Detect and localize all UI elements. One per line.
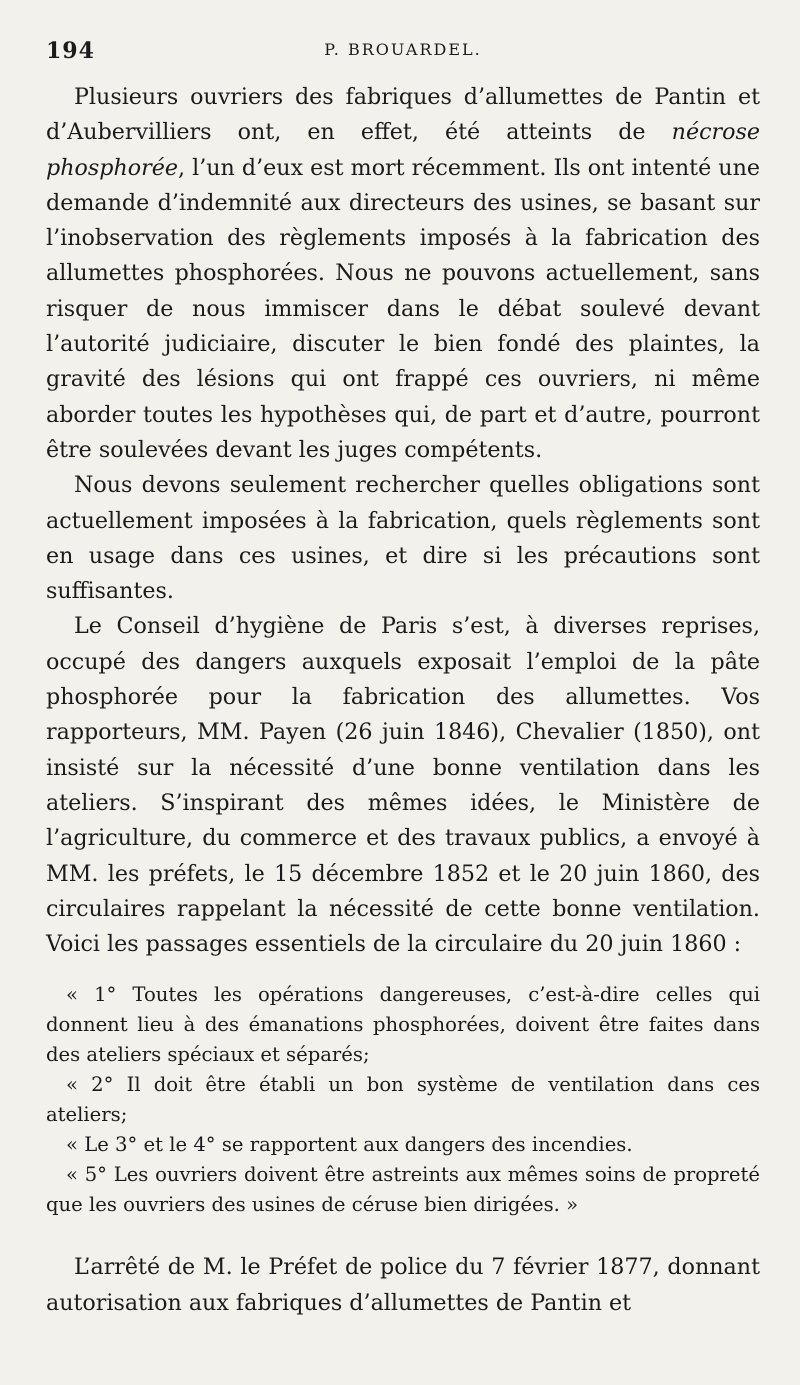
quote-item-2: « 2° Il doit être établi un bon système de ventilation dans ces ateliers;: [46, 1073, 760, 1127]
paragraph-3: Le Conseil d’hygiène de Paris s’est, à diverses reprises, occupé des dangers auxquels exposait l’emploi de la pâte phosphorée pour la fabrication des allumettes. Vos rapporteurs, MM. Payen (26 juin 1846), Chevalier (1850), ont insisté sur la nécessité d’une bonne ventilation dans les ateliers. S’inspirant des mêmes idées, le Ministère de l’agriculture, du commerce et des travaux publics, a envoyé à MM. les préfets, le 15 décembre 1852 et le 20 juin 1860, des circulaires rappelant la nécessité de cette bonne ventilation. Voici les passages essentiels de la circulaire du 20 juin 1860 :: [46, 613, 760, 958]
page-header: [46, 38, 760, 68]
paragraph-2: Nous devons seulement rechercher quelles obligations sont actuellement imposées à la fabrication, quels règlements sont en usage dans ces usines, et dire si les précautions sont suffisantes.: [46, 472, 760, 605]
quote-item-3: « Le 3° et le 4° se rapportent aux dangers des incendies.: [66, 1133, 633, 1157]
quote-item-4: « 5° Les ouvriers doivent être astreints aux mêmes soins de propreté que les ouvriers des usines de céruse bien dirigées. »: [46, 1163, 760, 1217]
italic-term: nécrose phosphorée: [46, 119, 760, 181]
main-text: [46, 80, 760, 962]
paragraph-1-start: Plusieurs ouvriers des fabriques d’allumettes de Pantin et d’Aubervilliers ont, en effet, été atteints de: [46, 84, 760, 146]
paragraph-1: [46, 80, 760, 468]
page-number: 194: [46, 38, 95, 64]
running-head: P. BROUARDEL.: [324, 40, 482, 59]
paragraph-1-rest: , l’un d’eux est mort récemment. Ils ont intenté une demande d’indemnité aux directeurs des usines, se basant sur l’inobservation des règlements imposés à la fabrication des allumettes phosphorées. Nous ne pouvons actuellement, sans risquer de nous immiscer dans le débat soulevé devant l’autorité judiciaire, discuter le bien fondé des plaintes, la gravité des lésions qui ont frappé ces ouvriers, ni même aborder toutes les hypothèses qui, de part et d’autre, pourront être soulevées devant les juges compétents.: [46, 154, 760, 463]
circular-quote: [46, 980, 760, 1220]
closing-paragraph: L’arrêté de M. le Préfet de police du 7 février 1877, donnant autorisation aux fabriques d’allumettes de Pantin et: [46, 1254, 760, 1316]
quote-item-1: « 1° Toutes les opérations dangereuses, c’est-à-dire celles qui donnent lieu à des émanations phosphorées, doivent être faites dans des ateliers spéciaux et séparés;: [46, 983, 760, 1067]
closing-text: [46, 1250, 760, 1321]
